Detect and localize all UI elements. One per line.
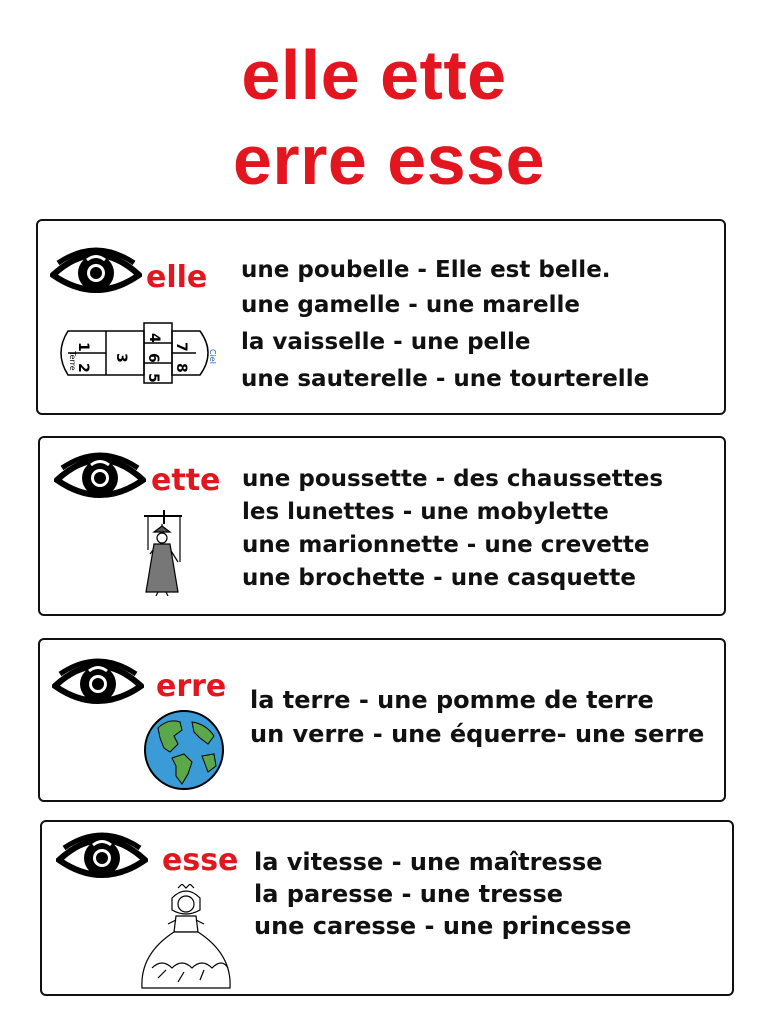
word-line: une marionnette - une crevette xyxy=(242,532,650,558)
princess-icon xyxy=(138,884,234,990)
hopscotch-ciel-label: Ciel xyxy=(208,349,217,364)
hopscotch-number-4: 4 xyxy=(146,333,162,343)
card-erre xyxy=(38,638,726,802)
eye-icon xyxy=(56,828,148,886)
word-list xyxy=(242,463,663,595)
hopscotch-number-1: 1 xyxy=(75,342,91,352)
word-line: une poubelle - Elle est belle. xyxy=(241,257,611,283)
page-title-line-1: elle ette xyxy=(241,36,507,114)
hopscotch-terre-label: Terre xyxy=(68,351,77,371)
sound-label: erre xyxy=(156,669,227,704)
card-elle xyxy=(36,219,726,415)
sound-label: elle xyxy=(146,260,208,295)
word-line: la paresse - une tresse xyxy=(254,880,564,908)
eye-icon xyxy=(52,654,144,712)
marionette-icon xyxy=(134,510,194,596)
card-esse xyxy=(40,820,734,996)
word-line: la terre - une pomme de terre xyxy=(250,686,654,714)
word-line: les lunettes - une mobylette xyxy=(242,499,609,525)
word-line: un verre - une équerre- une serre xyxy=(250,720,705,748)
word-list xyxy=(250,683,704,751)
eye-icon xyxy=(54,448,146,506)
sound-label: ette xyxy=(151,463,221,498)
word-line: une poussette - des chaussettes xyxy=(242,466,664,492)
hopscotch-number-2: 2 xyxy=(75,363,91,373)
word-line: une gamelle - une marelle xyxy=(241,292,580,318)
eye-icon xyxy=(50,243,142,301)
hopscotch-number-8: 8 xyxy=(173,363,189,373)
hopscotch-number-3: 3 xyxy=(113,353,129,363)
hopscotch-number-6: 6 xyxy=(145,353,161,363)
hopscotch-number-5: 5 xyxy=(145,373,161,383)
word-line: une caresse - une princesse xyxy=(254,912,632,940)
word-list xyxy=(254,846,631,942)
earth-globe-icon xyxy=(142,708,226,792)
word-line: une brochette - une casquette xyxy=(242,565,636,591)
hopscotch-icon xyxy=(50,321,220,385)
word-line: une sauterelle - une tourterelle xyxy=(241,366,650,392)
sound-label: esse xyxy=(162,843,239,878)
word-list xyxy=(241,253,649,397)
word-line: la vitesse - une maîtresse xyxy=(254,848,603,876)
word-line: la vaisselle - une pelle xyxy=(241,329,531,355)
card-ette xyxy=(38,436,726,616)
page-title-line-2: erre esse xyxy=(232,121,545,199)
hopscotch-number-7: 7 xyxy=(173,342,189,352)
